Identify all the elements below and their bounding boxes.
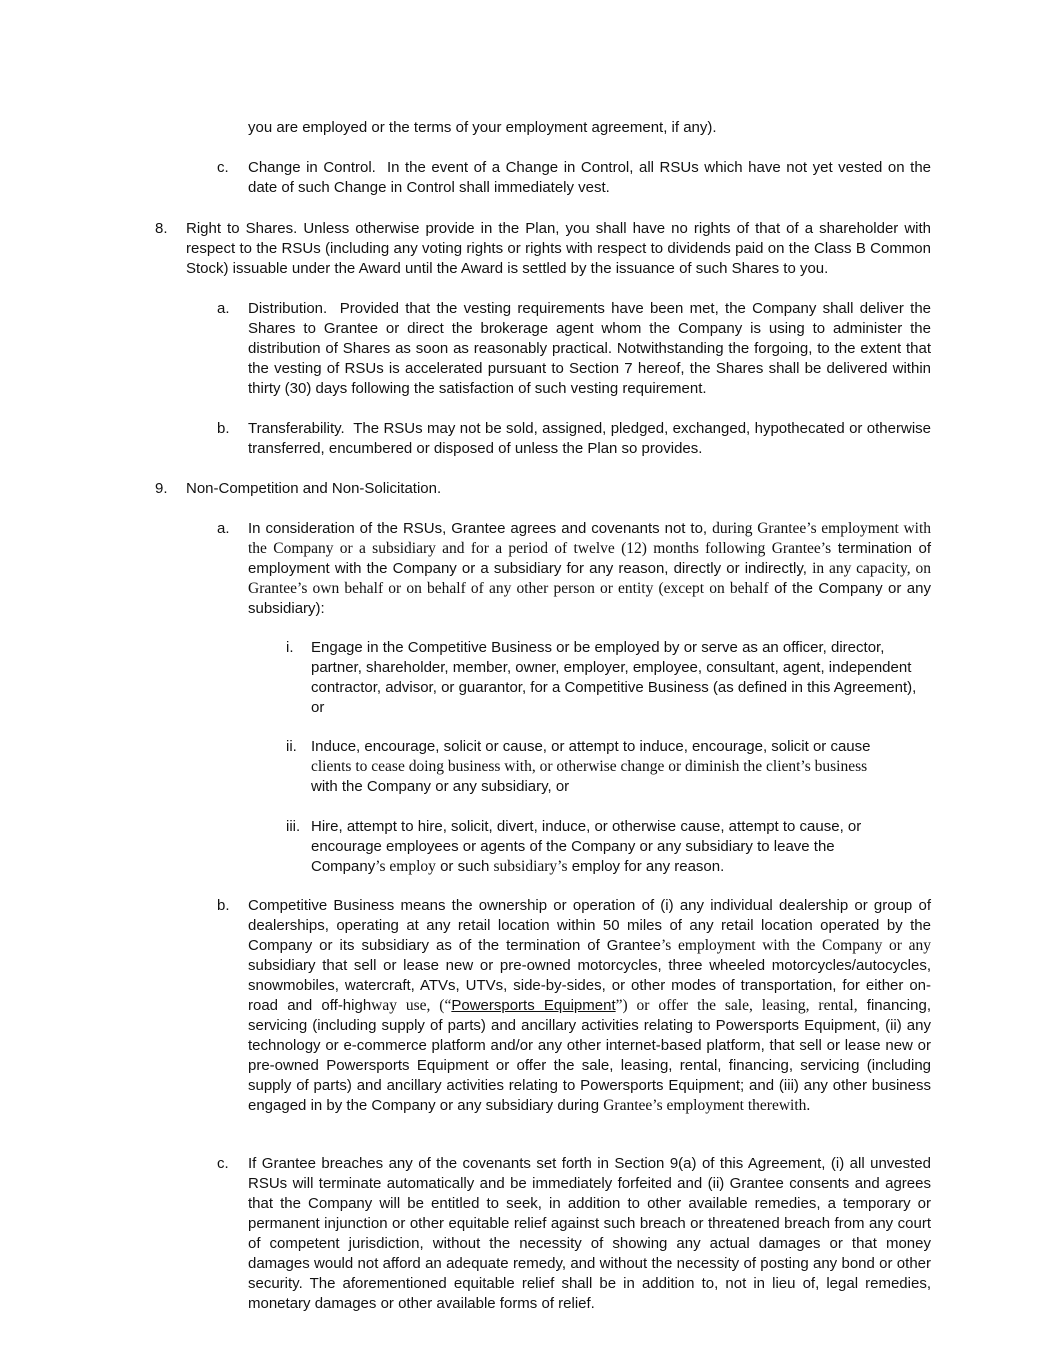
powersports-equipment-term: Powersports Equipment — [451, 997, 616, 1014]
item-9b-marker: b. — [217, 897, 230, 914]
item-9a-text-4: in any capacity, on Grantee’s own behalf or on behalf of any other person or entity (except on behalf — [248, 560, 931, 597]
item-9a-ii-text-2: clients to cease doing business with, or otherwise change or diminish the client’s business — [311, 758, 868, 775]
item-9a-text-5: of the Company or any subsidiary): — [248, 580, 931, 617]
section-8-marker: 8. — [155, 220, 168, 237]
item-9a-iii-paragraph — [311, 817, 896, 877]
item-9a-iii-text-1: Hire, attempt to hire, solicit, divert, induce, or otherwise cause, attempt to cause, or encourage employees or agents of the Company or any subsidiary to leave the Company — [311, 818, 862, 875]
item-9a-i-text: Engage in the Competitive Business or be employed by or serve as an officer, director, partner, shareholder, member, owner, employer, employee, consultant, agent, independent contractor, advisor, or guarantor, for a Competitive Business (as defined in this Agreement), or — [311, 639, 917, 716]
item-9a-paragraph — [248, 519, 931, 619]
item-9c-marker: c. — [217, 1155, 229, 1172]
item-9a-iii-text-2: ’s employ — [375, 858, 436, 875]
item-9b-text-6: financing, servicing (including supply of parts) and ancillary activities relating to Powersports Equipment, (ii) any technology or e-commerce platform and/or any other internet-based platform, that sell or lease new or pre-owned Powersports Equipment or offer the sale, leasing, rental, financing, servicing (including supply of parts) and ancillary activities relating to Powersports Equipment; and (iii) any other business engaged in by the Company or any subsidiary during — [248, 997, 931, 1114]
item-9a-iii-text-4: subsidiary’s — [493, 858, 568, 875]
item-9b-text-4: way use, (“ — [371, 997, 452, 1014]
item-9b-text-7: Grantee’s employment therewith. — [603, 1097, 811, 1114]
item-8b-text: The RSUs may not be sold, assigned, pledged, exchanged, hypothecated or otherwise transferred, encumbered or disposed of unless the Plan so provides. — [248, 420, 931, 457]
item-7c-marker: c. — [217, 159, 229, 176]
section-9-heading: Non-Competition and Non-Solicitation. — [186, 480, 442, 497]
item-8b-marker: b. — [217, 420, 230, 437]
item-9a-ii-marker: ii. — [286, 738, 297, 755]
item-9b-paragraph — [248, 896, 931, 1116]
item-7c-paragraph — [248, 158, 931, 198]
section-8-paragraph — [186, 219, 931, 279]
item-8a-text: Provided that the vesting requirements have been met, the Company shall deliver the Shares to Grantee or direct the brokerage agent whom the Company is using to administer the distribution of Shares as soon as reasonably practical. Notwithstanding the forgoing, to the extent that the vesting of RSUs is accelerated pursuant to Section 7 hereof, the Shares shall be delivered within thirty (30) days following the satisfaction of such vesting requirement. — [248, 300, 932, 397]
item-9c-text: If Grantee breaches any of the covenants set forth in Section 9(a) of this Agreement, (i) all unvested RSUs will terminate automatically and be immediately forfeited and (ii) Grantee consents and agrees that the Company will be entitled to seek, in addition to other available remedies, a temporary or permanent injunction or other equitable relief against such breach or threatened breach from any court of competent jurisdiction, without the necessity of showing any actual damages or that money damages would not afford an adequate remedy, and without the necessity of posting any bond or other security. The aforementioned equitable relief shall be in addition to, not in lieu of, legal remedies, monetary damages or other available forms of relief. — [248, 1155, 931, 1312]
item-9a-iii-marker: iii. — [286, 818, 301, 835]
item-9b-text-2: ’s employment with the Company or any — [661, 937, 932, 954]
item-9a-ii-text-1: Induce, encourage, solicit or cause, or attempt to induce, encourage, solicit or cause — [311, 738, 871, 755]
item-9a-ii-paragraph — [311, 737, 936, 797]
item-9a-ii-text-3: with the Company or any subsidiary, or — [311, 778, 570, 795]
item-8a-paragraph — [248, 299, 931, 399]
item-9b-text-5: ”) or offer the sale, leasing, rental, — [615, 997, 858, 1014]
item-8a-marker: a. — [217, 300, 230, 317]
item-9a-i-marker: i. — [286, 639, 294, 656]
section-8-heading: Right to Shares. — [186, 220, 298, 237]
section-8-text: Unless otherwise provide in the Plan, you shall have no rights of that of a shareholder with respect to the RSUs (including any voting rights or rights with respect to dividends paid on the Class B Common Stock) issuable under the Award until the Award is settled by the issuance of such Shares to you. — [186, 220, 932, 277]
item-7c-heading: Change in Control. — [248, 159, 376, 176]
item-8a-heading: Distribution. — [248, 300, 328, 317]
item-9b-text-3: subsidiary that sell or lease new or pre-owned motorcycles, three wheeled motorcycles/autocycles, snowmobiles, watercraft, ATVs, UTVs, side-by-sides, or other modes of transportation, for either on-road and off-high — [248, 957, 931, 1014]
item-9a-text-2: during Grantee’s employment with the Company or a subsidiary and for a period of twelve (12) months following Grantee’s — [248, 520, 931, 557]
item-9a-iii-text-3: or such — [440, 858, 490, 875]
section-9-marker: 9. — [155, 480, 168, 497]
item-9a-text-1: In consideration of the RSUs, Grantee agrees and covenants not to, — [248, 520, 708, 537]
item-9a-iii-text-5: employ for any reason. — [571, 858, 725, 875]
item-8b-paragraph — [248, 419, 931, 459]
item-7c-text: In the event of a Change in Control, all RSUs which have not yet vested on the date of such Change in Control shall immediately vest. — [248, 159, 932, 196]
item-9a-text-3: termination of employment with the Company or a subsidiary for any reason, directly or indirectly, — [248, 540, 931, 577]
item-9a-marker: a. — [217, 520, 230, 537]
item-9b-text-1: Competitive Business means the ownership or operation of (i) any individual dealership or group of dealerships, operating at any retail location within 50 miles of any retail location operated by the Company or its subsidiary as of the termination of Grantee — [248, 897, 931, 954]
item-8b-heading: Transferability. — [248, 420, 345, 437]
continuation-text: you are employed or the terms of your employment agreement, if any). — [248, 119, 717, 136]
